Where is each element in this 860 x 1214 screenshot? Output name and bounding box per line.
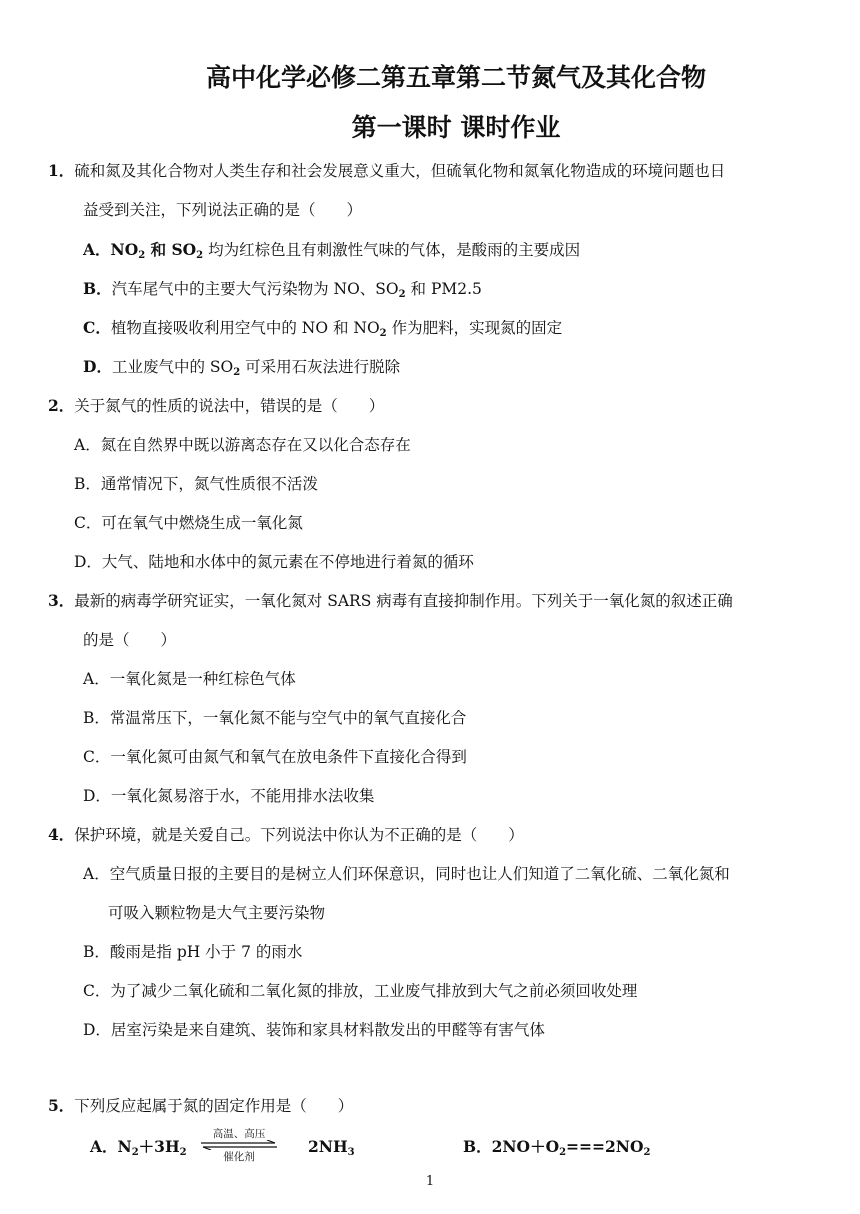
question-1-option-c: C．植物直接吸收利用空气中的 NO 和 $NO_2$ 作为肥料，实现氮的固定 — [83, 318, 563, 339]
question-4-stem: 4．保护环境，就是关爱自己。下列说法中你认为不正确的是（ ） — [48, 825, 524, 844]
question-2-stem: 2．关于氮气的性质的说法中，错误的是（ ） — [48, 396, 385, 415]
question-2-option-b: B．通常情况下，氮气性质很不活泼 — [74, 475, 318, 493]
question-1-option-d: D．工业废气中的 $SO_2$ 可采用石灰法进行脱除 — [83, 357, 401, 378]
question-3-option-b: B．常温常压下，一氧化氮不能与空气中的氧气直接化合 — [83, 709, 467, 727]
question-4-option-c: C．为了减少二氧化硫和二氧化氮的排放，工业废气排放到大气之前必须回收处理 — [83, 982, 638, 1000]
question-4-option-a: A．空气质量日报的主要目的是树立人们环保意识，同时也让人们知道了二氧化硫、二氧化氮和 — [83, 865, 730, 883]
question-3-option-a: A．一氧化氮是一种红棕色气体 — [83, 670, 296, 688]
reaction-condition-top: 高温、高压 — [212, 1128, 266, 1140]
question-5-option-a-lhs: A．$N_2+3H_2$ — [90, 1137, 187, 1158]
page-title: 高中化学必修二第五章第二节氮气及其化合物 — [205, 63, 706, 92]
reaction-arrow — [199, 1128, 279, 1162]
question-3-option-c: C．一氧化氮可由氮气和氧气在放电条件下直接化合得到 — [83, 748, 467, 766]
question-1-option-b: B．汽车尾气中的主要大气污染物为 NO、$SO_2$ 和 PM2.5 — [83, 279, 482, 300]
question-2-option-d: D．大气、陆地和水体中的氮元素在不停地进行着氮的循环 — [74, 553, 474, 571]
question-5-option-b: B．$2NO+O_2===2NO_2$ — [463, 1137, 651, 1158]
question-4-option-a-cont: 可吸入颗粒物是大气主要污染物 — [108, 904, 326, 922]
page-subtitle: 第一课时 课时作业 — [351, 113, 561, 142]
question-1-stem: 1．硫和氮及其化合物对人类生存和社会发展意义重大，但硫氧化物和氮氧化物造成的环境问题也日 — [48, 161, 726, 180]
reversible-arrow-icon — [199, 1140, 279, 1150]
question-3-option-d: D．一氧化氮易溶于水，不能用排水法收集 — [83, 787, 375, 805]
question-5-option-a-rhs: $2NH_3$ — [308, 1137, 355, 1158]
question-1-option-a: A．$NO_2$ 和 $SO_2$ 均为红棕色且有刺激性气味的气体，是酸雨的主要成因 — [83, 240, 581, 261]
question-3-stem-cont: 的是（ ） — [83, 631, 177, 649]
question-4-option-d: D．居室污染是来自建筑、装饰和家具材料散发出的甲醛等有害气体 — [83, 1021, 545, 1039]
question-1-stem-cont: 益受到关注，下列说法正确的是（ ） — [83, 201, 363, 219]
question-2-option-a: A．氮在自然界中既以游离态存在又以化合态存在 — [74, 436, 411, 454]
question-4-option-b: B．酸雨是指 pH 小于 7 的雨水 — [83, 943, 303, 961]
page-number: 1 — [425, 1174, 435, 1189]
question-number: 1． — [48, 161, 75, 180]
question-3-stem: 3．最新的病毒学研究证实，一氧化氮对 SARS 病毒有直接抑制作用。下列关于一氧化氮的叙述正确 — [48, 591, 733, 610]
reaction-condition-bottom: 催化剂 — [223, 1151, 255, 1163]
question-2-option-c: C．可在氧气中燃烧生成一氧化氮 — [74, 514, 303, 532]
question-5-stem: 5．下列反应起属于氮的固定作用是（ ） — [48, 1096, 354, 1115]
